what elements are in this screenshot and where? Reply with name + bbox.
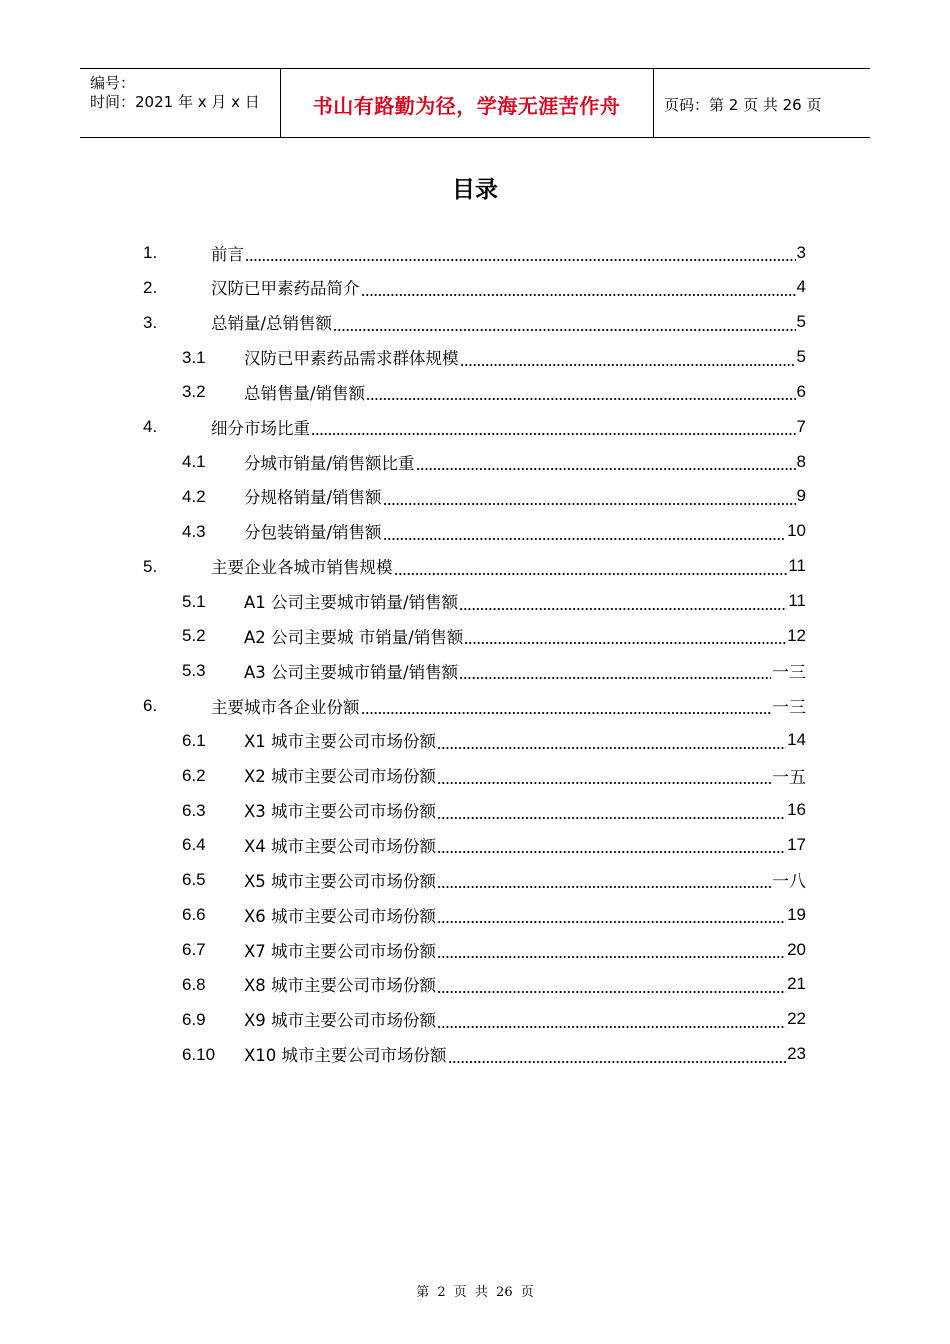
toc-entry[interactable] [0, 862, 950, 897]
toc-entry-line [244, 862, 806, 897]
toc-leader-dots [383, 514, 787, 549]
toc-entry-text: 分包装销量/销售额 [244, 523, 382, 543]
toc-leader-dots [437, 793, 786, 828]
toc-entry[interactable] [0, 758, 950, 793]
toc-entry-text: 前言 [211, 244, 244, 264]
toc-entry[interactable] [0, 235, 950, 270]
toc-entry[interactable] [0, 967, 950, 1002]
toc-leader-dots [437, 1002, 786, 1037]
toc-leader-dots [361, 270, 796, 305]
toc-entry-page: 19 [787, 904, 806, 924]
toc-entry-line [244, 967, 806, 1002]
toc-entry[interactable] [0, 932, 950, 967]
toc-entry-line [244, 340, 806, 375]
page-title: 目录 [452, 177, 498, 203]
toc-entry-page: 一三 [772, 663, 806, 683]
toc-entry-number: 5. [143, 556, 158, 576]
time-label: 时间：2021 年 x 月 x 日 [90, 93, 260, 111]
toc-entry-line [244, 758, 806, 793]
toc-entry-number: 6.3 [182, 800, 206, 820]
toc-entry-number: 1. [143, 243, 158, 262]
toc-entry-line [244, 653, 806, 688]
toc-entry-text: A3 公司主要城市销量/销售额 [244, 662, 459, 682]
toc-leader-dots [437, 897, 786, 932]
toc-entry[interactable] [0, 270, 950, 305]
toc-entry-text: X7 城市主要公司市场份额 [244, 941, 437, 961]
toc-entry-line [211, 409, 806, 444]
toc-entry-line [211, 688, 806, 723]
toc-leader-dots [459, 653, 771, 688]
page-code: 页码：第 2 页 共 26 页 [664, 96, 822, 114]
toc-entry-line [244, 1037, 806, 1072]
toc-entry-number: 5.1 [182, 591, 206, 611]
toc-entry-number: 6.1 [182, 730, 206, 750]
toc-entry[interactable] [0, 409, 950, 444]
toc-entry-page: 14 [787, 730, 806, 750]
toc-entry-page: 11 [788, 591, 806, 610]
toc-entry-page: 7 [796, 416, 806, 436]
toc-entry[interactable] [0, 549, 950, 584]
header-info-cell [80, 69, 281, 137]
toc-entry-number: 6.2 [182, 765, 206, 785]
toc-entry-line [211, 235, 806, 270]
toc-entry-text: 主要城市各企业份额 [211, 697, 360, 717]
toc-entry[interactable] [0, 374, 950, 409]
toc-entry-number: 2. [143, 277, 158, 297]
toc-entry-text: X8 城市主要公司市场份额 [244, 976, 437, 996]
toc-entry-line [211, 305, 806, 340]
toc-entry-page: 22 [787, 1009, 806, 1029]
toc-entry-text: 细分市场比重 [211, 418, 310, 438]
toc-entry-text: 分规格销量/销售额 [244, 488, 382, 508]
toc-entry-line [244, 932, 806, 967]
toc-entry-line [244, 723, 806, 758]
toc-entry[interactable] [0, 1002, 950, 1037]
toc-entry-text: 分城市销量/销售额比重 [244, 453, 415, 473]
toc-entry[interactable] [0, 514, 950, 549]
page-footer: 第 2 页 共 26 页 [416, 1285, 534, 1300]
toc-entry-text: X2 城市主要公司市场份额 [244, 767, 437, 787]
toc-leader-dots [437, 862, 771, 897]
toc-entry-number: 6. [143, 696, 158, 716]
toc-entry-text: 总销量/总销售额 [211, 314, 333, 334]
toc-leader-dots [460, 340, 796, 375]
motto: 书山有路勤为径，学海无涯苦作舟 [312, 94, 621, 118]
toc-entry-page: 12 [787, 625, 806, 645]
toc-entry-page: 8 [796, 451, 806, 471]
toc-entry[interactable] [0, 827, 950, 862]
toc-entry-page: 6 [796, 381, 806, 401]
toc-entry-page: 17 [787, 834, 806, 854]
toc-entry-text: X4 城市主要公司市场份额 [244, 836, 437, 856]
toc-entry-page: 9 [796, 486, 806, 506]
toc-entry-text: 主要企业各城市销售规模 [211, 558, 393, 578]
toc-entry-text: A1 公司主要城市销量/销售额 [244, 593, 459, 612]
toc-leader-dots [361, 688, 772, 723]
toc-entry-page: 10 [787, 521, 806, 541]
toc-entry[interactable] [0, 793, 950, 828]
toc-entry-page: 一五 [772, 767, 806, 787]
toc-entry-number: 6.10 [182, 1044, 216, 1064]
toc-entry[interactable] [0, 444, 950, 479]
toc-entry-number: 4.1 [182, 452, 206, 472]
toc-entry-page: 5 [796, 347, 806, 367]
toc-entry-text: X3 城市主要公司市场份额 [244, 802, 437, 822]
toc-entry-number: 5.3 [182, 661, 206, 681]
toc-leader-dots [416, 444, 796, 479]
toc-entry-page: 5 [796, 312, 806, 332]
toc-entry-text: A2 公司主要城 市销量/销售额 [244, 627, 464, 647]
toc-entry-text: X10 城市主要公司市场份额 [244, 1046, 447, 1066]
toc-entry-number: 3.1 [182, 347, 206, 367]
toc-entry-text: X6 城市主要公司市场份额 [244, 906, 437, 926]
toc-entry-number: 4.2 [182, 486, 206, 506]
toc-entry-page: 20 [787, 939, 806, 959]
toc-entry-line [244, 584, 806, 619]
toc-entry-page: 一三 [772, 698, 806, 718]
toc-entry[interactable] [0, 340, 950, 375]
toc-entry-page: 一八 [772, 872, 806, 892]
toc-entry[interactable] [0, 584, 950, 619]
toc-leader-dots [464, 618, 786, 653]
toc-entry-text: X9 城市主要公司市场份额 [244, 1011, 437, 1031]
toc-entry-number: 6.5 [182, 870, 206, 890]
page-header [80, 68, 870, 138]
toc-entry-line [244, 479, 806, 514]
toc-entry-number: 6.9 [182, 1009, 206, 1029]
toc-entry[interactable] [0, 688, 950, 723]
toc-entry-number: 4.3 [182, 521, 206, 541]
toc-entry-line [244, 618, 806, 653]
toc-entry[interactable] [0, 479, 950, 514]
toc-leader-dots [437, 932, 786, 967]
toc-leader-dots [383, 479, 796, 514]
toc-entry[interactable] [0, 653, 950, 688]
toc-leader-dots [333, 305, 795, 340]
header-motto-cell [280, 69, 654, 137]
toc-leader-dots [437, 827, 786, 862]
toc-entry-page: 23 [787, 1044, 806, 1064]
toc-entry-page: 4 [796, 277, 806, 297]
toc-entry-line [211, 270, 806, 305]
toc-entry-line [211, 549, 806, 584]
toc-entry-number: 5.2 [182, 626, 206, 646]
toc-entry-line [244, 827, 806, 862]
toc-leader-dots [394, 549, 788, 584]
toc-entry[interactable] [0, 897, 950, 932]
toc-entry-line [244, 897, 806, 932]
number-label: 编号： [90, 74, 136, 92]
toc-entry-number: 6.7 [182, 940, 206, 959]
toc-entry-page: 3 [796, 242, 806, 262]
toc-entry-page: 11 [788, 556, 806, 576]
toc-entry-line [244, 1002, 806, 1037]
toc-entry-number: 4. [143, 417, 158, 437]
toc-entry-page: 21 [787, 974, 806, 994]
toc-entry-number: 6.8 [182, 974, 206, 994]
toc-entry-number: 3.2 [182, 382, 206, 402]
toc-leader-dots [437, 723, 786, 758]
header-page-cell [654, 69, 870, 137]
toc-leader-dots [366, 374, 795, 409]
toc-entry[interactable] [0, 305, 950, 340]
toc-leader-dots [245, 235, 796, 270]
toc-leader-dots [437, 758, 771, 793]
toc-entry-line [244, 793, 806, 828]
toc-entry[interactable] [0, 1037, 950, 1072]
toc-entry-line [244, 374, 806, 409]
toc-entry-line [244, 514, 806, 549]
toc-entry-text: 汉防已甲素药品简介 [211, 279, 360, 299]
toc-leader-dots [311, 409, 796, 444]
toc-entry-number: 6.6 [182, 905, 206, 925]
toc-entry-text: 汉防已甲素药品需求群体规模 [244, 349, 459, 369]
toc-entry[interactable] [0, 618, 950, 653]
toc-entry-number: 3. [143, 312, 158, 332]
toc-entry-line [244, 444, 806, 479]
toc-leader-dots [437, 967, 786, 1002]
toc-entry-number: 6.4 [182, 835, 206, 855]
toc-leader-dots [459, 584, 787, 619]
toc-entry-text: X1 城市主要公司市场份额 [244, 732, 437, 752]
toc-entry-page: 16 [787, 800, 806, 820]
toc-leader-dots [448, 1037, 787, 1072]
toc-entry-text: 总销售量/销售额 [244, 383, 366, 403]
toc-entry[interactable] [0, 723, 950, 758]
toc-entry-text: X5 城市主要公司市场份额 [244, 871, 437, 891]
